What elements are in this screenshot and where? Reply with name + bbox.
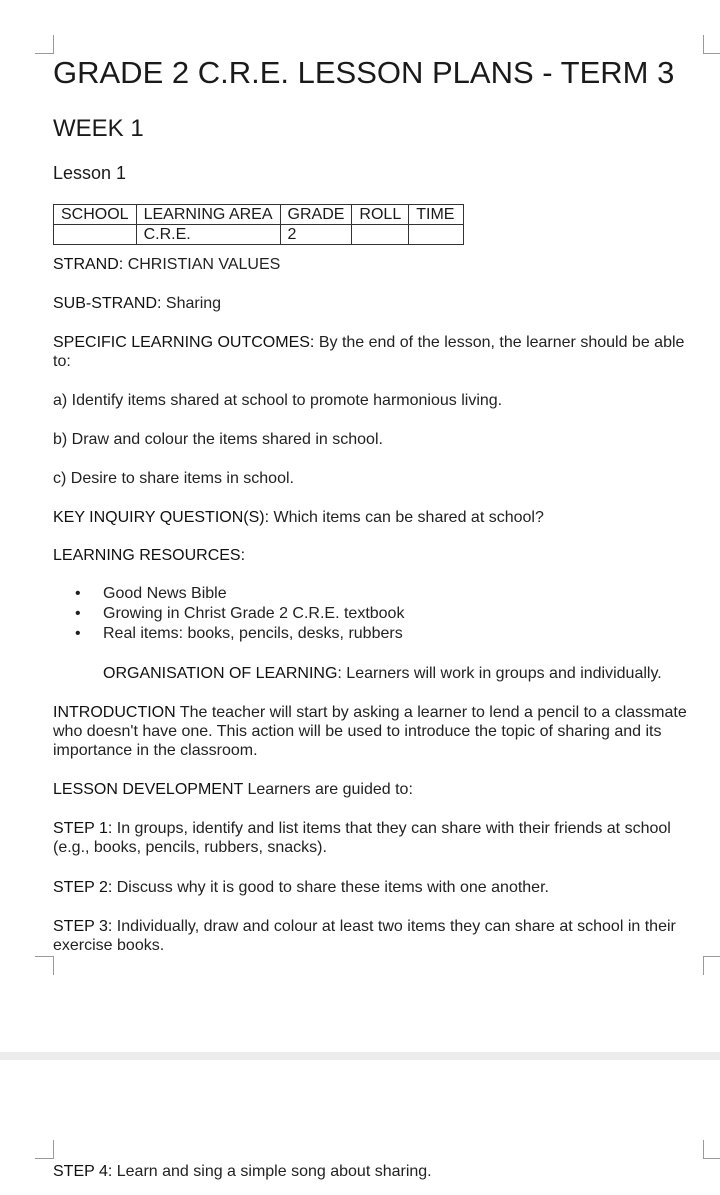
development-label: LESSON DEVELOPMENT (53, 781, 243, 798)
crop-mark-top-right (703, 35, 720, 54)
outcome-item-c: c) Desire to share items in school. (53, 470, 294, 487)
introduction-label: INTRODUCTION (53, 704, 176, 721)
crop-mark-bottom-right (703, 956, 720, 975)
outcomes-label: SPECIFIC LEARNING OUTCOMES: (53, 334, 315, 351)
bullet-icon: • (75, 585, 81, 602)
table-cell-time (409, 225, 464, 245)
bullet-icon: • (75, 605, 81, 622)
sub-strand-label: SUB-STRAND: (53, 295, 162, 312)
step-1 (53, 819, 703, 857)
resources-heading (53, 546, 703, 565)
crop-mark-bottom-left (35, 956, 54, 975)
resources-label: LEARNING RESOURCES: (53, 547, 246, 564)
table-cell-learning-area: C.R.E. (136, 225, 280, 245)
step-text: Individually, draw and colour at least two items they can share at school in their exercise books. (53, 918, 676, 954)
strand-label: STRAND: (53, 256, 124, 273)
step-text: In groups, identify and list items that they can share with their friends at school (e.g., books, pencils, rubbers, snacks). (53, 820, 671, 856)
page-separator (0, 1052, 720, 1060)
crop-mark-top-left (35, 35, 54, 54)
step-2 (53, 878, 703, 897)
sub-strand-line (53, 294, 703, 313)
organisation-label: ORGANISATION OF LEARNING: (103, 665, 342, 682)
step-4 (53, 1162, 703, 1181)
resource-item-label: Real items: books, pencils, desks, rubbers (103, 625, 403, 642)
introduction-value: The teacher will start by asking a learner to lend a pencil to a classmate who doesn't have one. This action will be used to introduce the topic of sharing and its importance in the classroom. (53, 704, 687, 759)
table-header-row (54, 205, 464, 225)
resource-item-label: Good News Bible (103, 585, 227, 602)
step-label: STEP 2: (53, 879, 113, 896)
sub-strand-value: Sharing (165, 295, 222, 312)
development-value: Learners are guided to: (247, 781, 413, 798)
table-header-learning-area: LEARNING AREA (136, 205, 280, 225)
crop-mark-top-left (35, 1140, 54, 1159)
week-heading: WEEK 1 (53, 115, 144, 142)
organisation-value: Learners will work in groups and individually. (346, 665, 662, 682)
outcomes-line (53, 333, 703, 371)
table-header-roll: ROLL (352, 205, 409, 225)
organisation-line (103, 664, 713, 683)
list-item (53, 604, 404, 624)
table-cell-school (54, 225, 137, 245)
table-row (54, 225, 464, 245)
development-line (53, 780, 703, 799)
table-cell-grade: 2 (280, 225, 352, 245)
document-page-2 (0, 1060, 720, 1195)
step-label: STEP 1: (53, 820, 113, 837)
inquiry-line (53, 508, 703, 527)
table-header-time: TIME (409, 205, 464, 225)
resources-list (53, 584, 404, 644)
outcomes-value: By the end of the lesson, the learner should be able to: (53, 334, 685, 370)
introduction-paragraph (53, 703, 703, 760)
strand-value: CHRISTIAN VALUES (127, 256, 281, 273)
resource-item-label: Growing in Christ Grade 2 C.R.E. textbook (103, 605, 405, 622)
lesson-heading: Lesson 1 (53, 163, 127, 183)
document-title: GRADE 2 C.R.E. LESSON PLANS - TERM 3 (53, 55, 675, 90)
step-label: STEP 4: (53, 1163, 113, 1180)
step-text: Learn and sing a simple song about sharing. (116, 1163, 432, 1180)
step-text: Discuss why it is good to share these items with one another. (116, 879, 549, 896)
list-item (53, 584, 404, 604)
outcome-item-a: a) Identify items shared at school to promote harmonious living. (53, 392, 503, 409)
inquiry-value: Which items can be shared at school? (273, 509, 544, 526)
table-header-school: SCHOOL (54, 205, 137, 225)
outcome-item-b: b) Draw and colour the items shared in school. (53, 431, 383, 448)
step-label: STEP 3: (53, 918, 113, 935)
bullet-icon: • (75, 625, 81, 642)
step-3 (53, 917, 703, 955)
lesson-info-table (53, 204, 464, 245)
inquiry-label: KEY INQUIRY QUESTION(S): (53, 509, 270, 526)
list-item (53, 624, 404, 644)
crop-mark-top-right (703, 1140, 720, 1159)
table-cell-roll (352, 225, 409, 245)
table-header-grade: GRADE (280, 205, 352, 225)
strand-line (53, 255, 703, 274)
